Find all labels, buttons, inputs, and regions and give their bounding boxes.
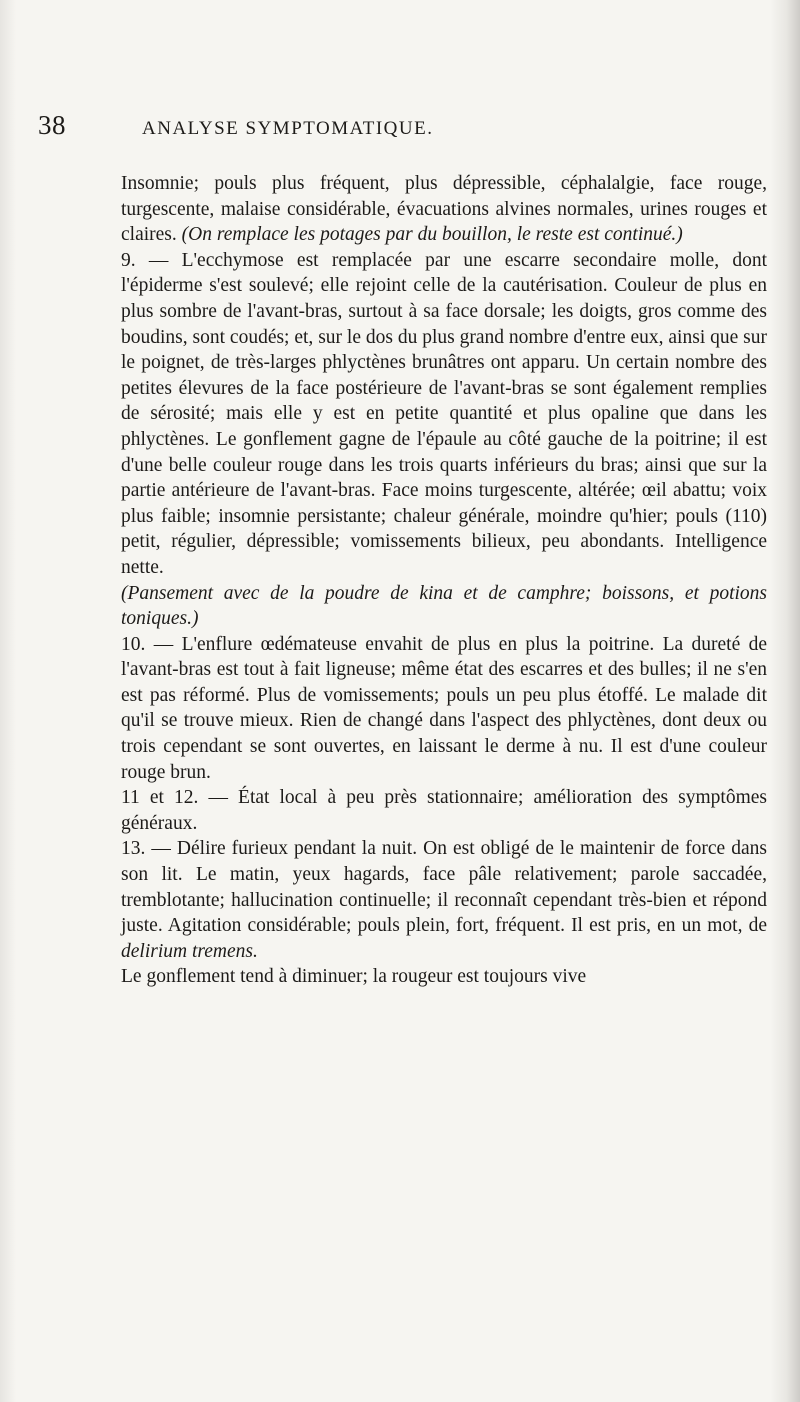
paragraph-day-10: 10. — L'enflure œdémateuse envahit de plus en plus la poitrine. La dureté de l'avant-bras est tout à fait ligneuse; même état des escarres et des bulles; il ne s'en est pas réformé. Plus de vomissements; pouls un peu plus étoffé. Le malade dit qu'il se trouve mieux. Rien de changé dans l'aspect des phlyctènes, dont deux ou trois cependant se sont ouvertes, en laissant le derme à nu. Il est d'une couleur rouge brun. xyxy=(121,633,767,783)
paragraph-day-13-text: 13. — Délire furieux pendant la nuit. On est obligé de le maintenir de force dans son lit. Le matin, yeux hagards, face pâle relativement; parole saccadée, tremblotante; hallucination continuelle; il reconnaît cependant très-bien et répond juste. Agitation considérable; pouls plein, fort, fréquent. Il est pris, en un mot, de xyxy=(121,838,767,937)
paragraph-day-13 xyxy=(121,836,767,964)
page-number: 38 xyxy=(38,110,66,140)
paragraph-1-text: Insomnie; pouls plus fréquent, plus dépressible, céphalalgie, face rouge, turgescente, malaise considérable, évacuations alvines normales, urines rouges et claires. xyxy=(121,173,767,246)
paragraph-treatment-note: (Pansement avec de la poudre de kina et de camphre; boissons, et potions toniques.) xyxy=(121,582,767,630)
paragraph-continuation: Le gonflement tend à diminuer; la rougeur est toujours vive xyxy=(121,966,587,988)
page-header xyxy=(38,110,758,150)
paragraph-1 xyxy=(121,171,767,248)
paragraph-1-italic-note: (On remplace les potages par du bouillon, le reste est continué.) xyxy=(181,224,683,246)
body-text xyxy=(121,171,767,990)
page-shadow-right xyxy=(770,0,800,1402)
paragraph-days-11-12: 11 et 12. — État local à peu près stationnaire; amélioration des symptômes généraux. xyxy=(121,787,767,834)
paragraph-day-9: 9. — L'ecchymose est remplacée par une escarre secondaire molle, dont l'épiderme s'est soulevé; elle rejoint celle de la cautérisation. Couleur de plus en plus sombre de l'avant-bras, surtout à sa face dorsale; les doigts, gros comme des boudins, sont coudés; et, sur le dos du plus grand nombre d'entre eux, ainsi que sur le poignet, de très-larges phlyctènes brunâtres ont apparu. Un certain nombre des petites élevures de la face postérieure de l'avant-bras se sont également remplies de sérosité; mais elle y est en petite quantité et plus opaline que dans les phlyctènes. Le gonflement gagne de l'épaule au côté gauche de la poitrine; il est d'une belle couleur rouge dans les trois quarts inférieurs du bras; ainsi que sur la partie antérieure de l'avant-bras. Face moins turgescente, altérée; œil abattu; voix plus faible; insomnie persistante; chaleur générale, moindre qu'hier; pouls (110) petit, régulier, dépressible; vomissements bilieux, peu abondants. Intelligence nette. xyxy=(121,249,767,578)
page-shadow-left xyxy=(0,0,16,1402)
running-head: ANALYSE SYMPTOMATIQUE. xyxy=(142,118,434,139)
paragraph-day-13-italic: delirium tremens. xyxy=(121,940,258,962)
